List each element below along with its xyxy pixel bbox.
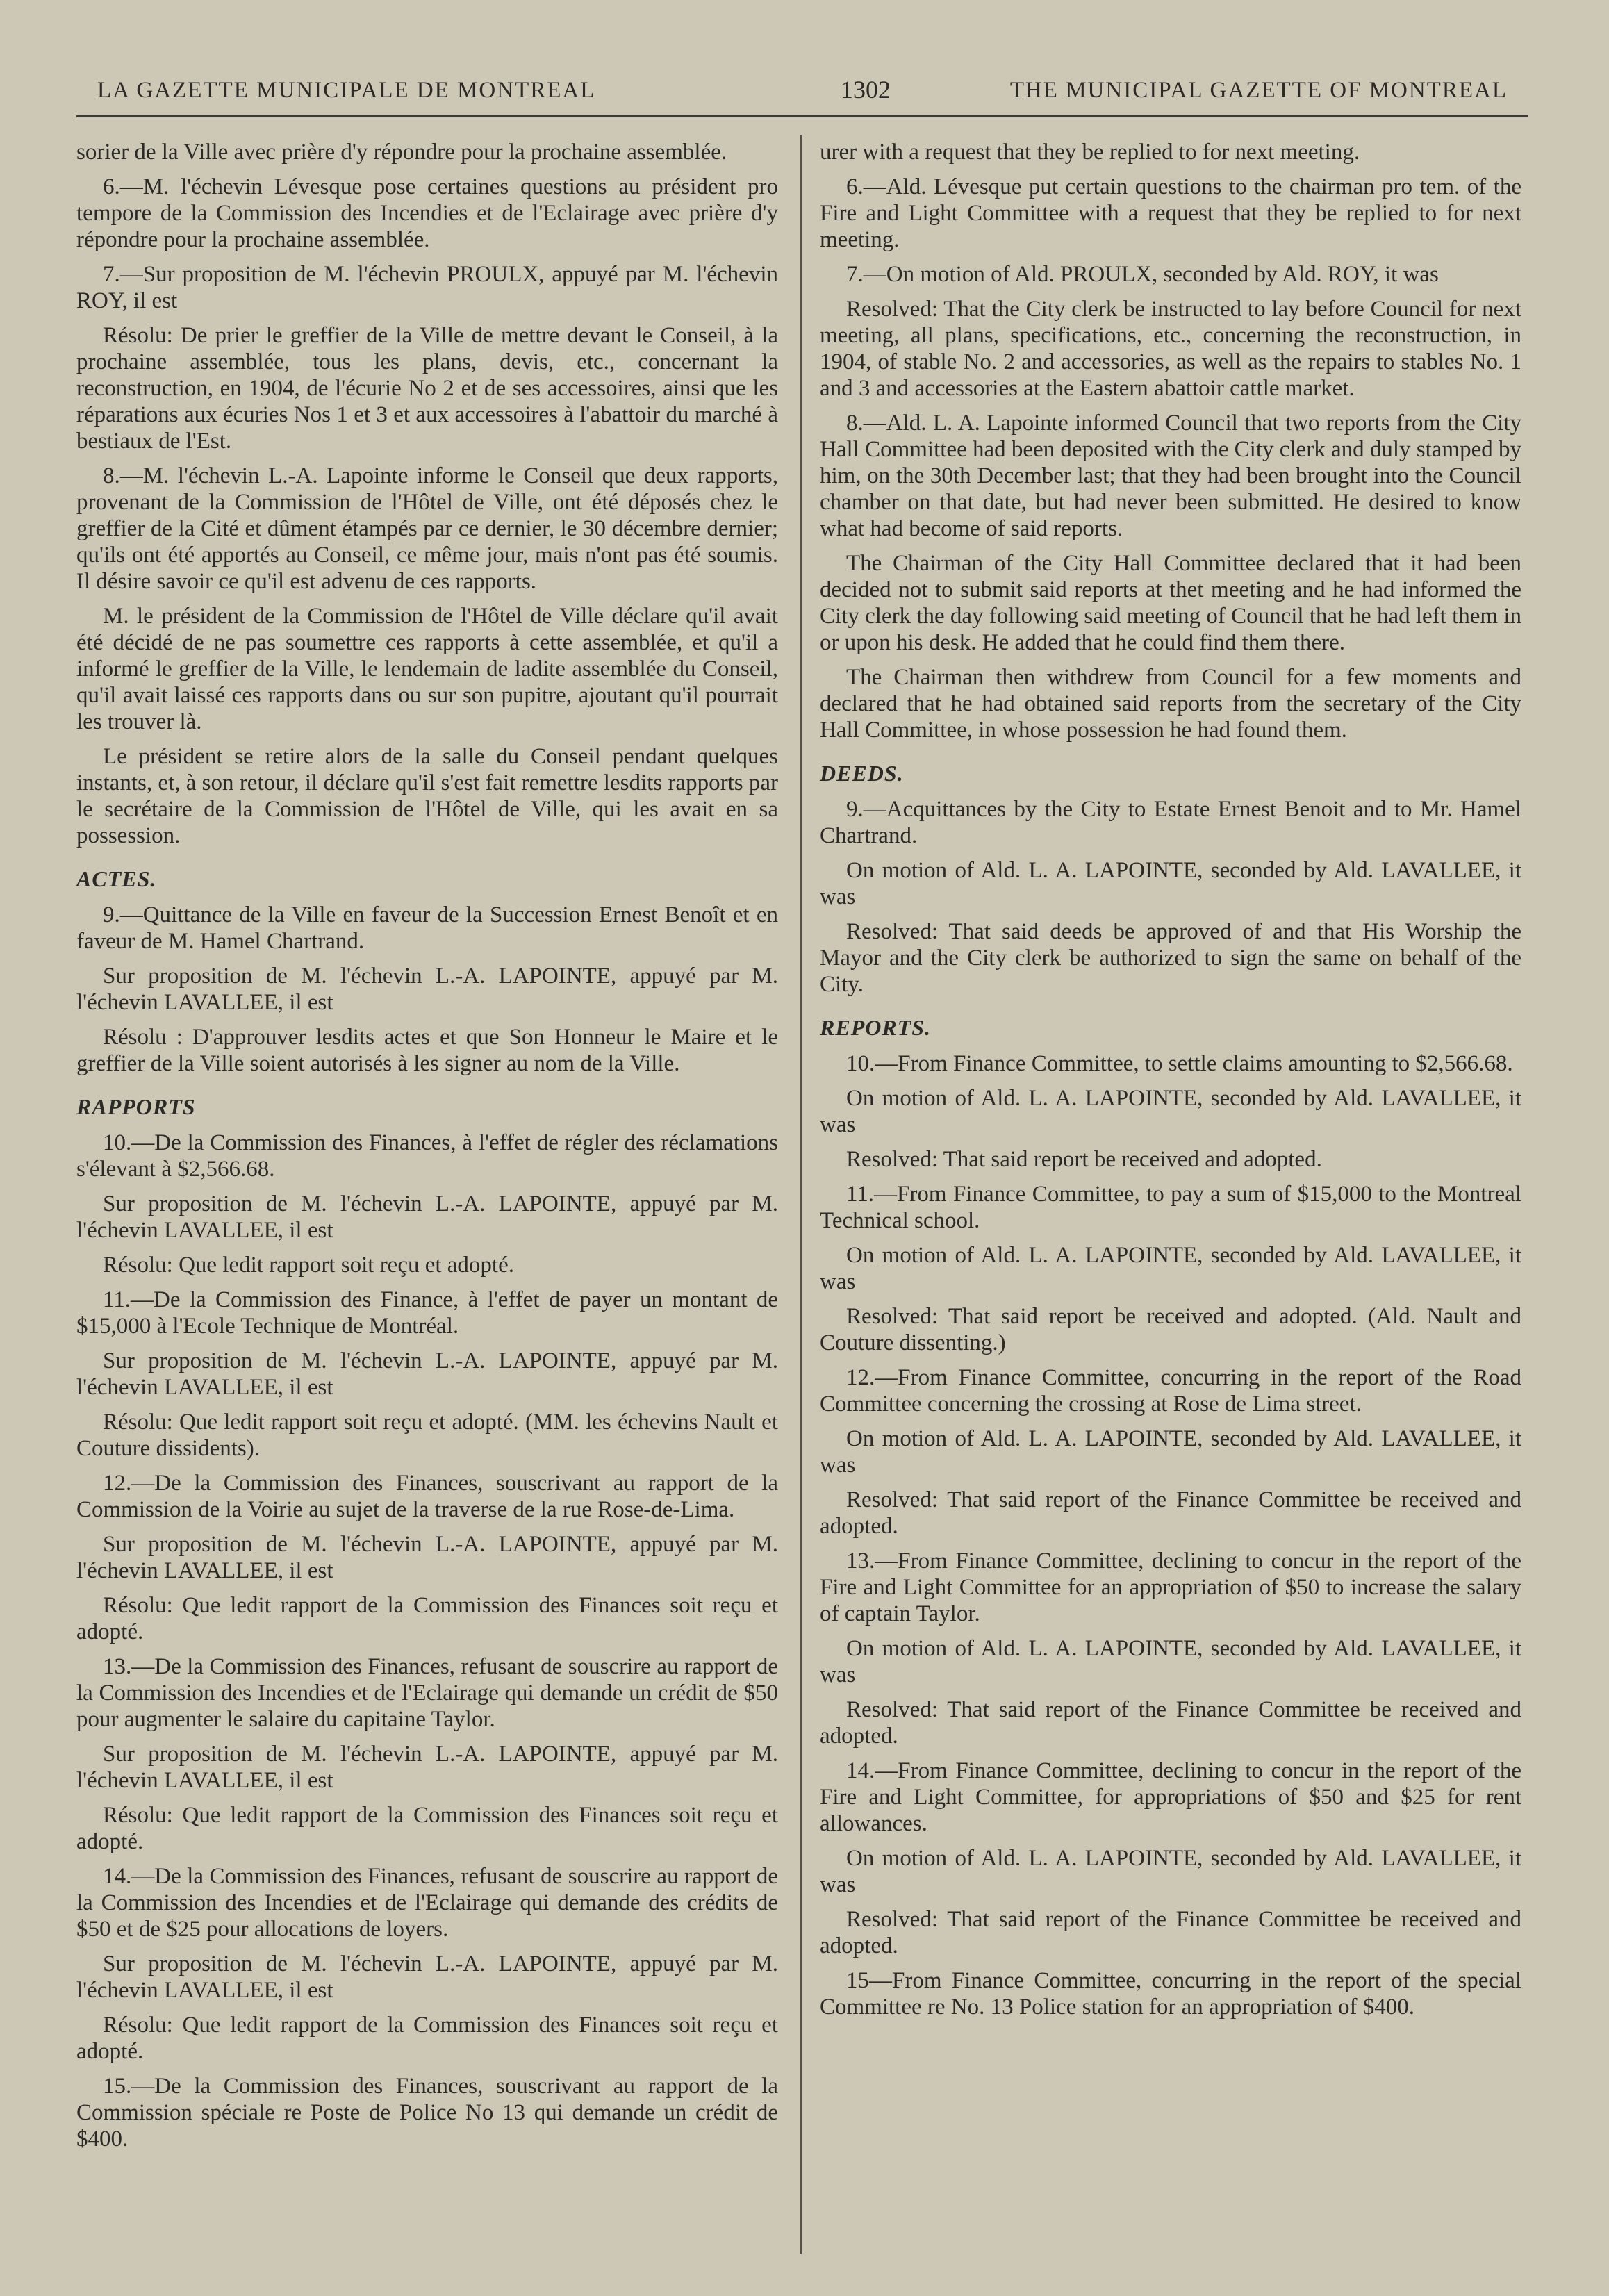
english-paragraph: 7.—On motion of Ald. PROULX, seconded by Ald. ROY, it was <box>846 262 1439 287</box>
french-paragraph: 6.—M. l'échevin Lévesque pose certaines questions au président pro tempore de la Commission des Incendies et de l'Eclairage avec prière d'y répondre pour la prochaine assemblée. <box>76 174 778 252</box>
column-divider <box>800 135 802 2254</box>
english-paragraph: Resolved: That said report be received and adopted. (Ald. Nault and Couture dissenting.) <box>820 1304 1521 1355</box>
english-paragraph: 8.—Ald. L. A. Lapointe informed Council that two reports from the City Hall Committee had been deposited with the City clerk and duly stamped by him, on the 30th December last; that they had been brought into the Council chamber on that date, but had never been submitted. He desired to know what had become of said reports. <box>820 411 1521 541</box>
french-paragraph: 15.—De la Commission des Finances, souscrivant au rapport de la Commission spéciale re Poste de Police No 13 qui demande un crédit de $400. <box>76 2074 778 2152</box>
french-paragraph: Résolu: Que ledit rapport de la Commission des Finances soit reçu et adopté. <box>76 1593 778 1644</box>
french-paragraph: Sur proposition de M. l'échevin L.-A. LAPOINTE, appuyé par M. l'échevin LAVALLEE, il est <box>76 1532 778 1583</box>
french-paragraph: Sur proposition de M. l'échevin L.-A. LAPOINTE, appuyé par M. l'échevin LAVALLEE, il est <box>76 964 778 1015</box>
french-paragraph: 7.—Sur proposition de M. l'échevin PROULX, appuyé par M. l'échevin ROY, il est <box>76 262 778 313</box>
english-paragraph: 12.—From Finance Committee, concurring in the report of the Road Committee concerning the crossing at Rose de Lima street. <box>820 1365 1521 1417</box>
french-paragraph: Résolu : D'approuver lesdits actes et que Son Honneur le Maire et le greffier de la Ville soient autorisés à les signer au nom de la Ville. <box>76 1025 778 1076</box>
french-paragraph: 8.—M. l'échevin L.-A. Lapointe informe le Conseil que deux rapports, provenant de la Commission de l'Hôtel de Ville, ont été déposés chez le greffier de la Cité et dûment étampés par ce dernier, le 30 décembre dernier; qu'ils ont été apportés au Conseil, ce même jour, mais n'ont pas été soumis. Il désire savoir ce qu'il est advenu de ces rapports. <box>76 463 778 594</box>
english-paragraph: urer with a request that they be replied to for next meeting. <box>820 140 1360 165</box>
french-section-heading: RAPPORTS <box>76 1094 196 1119</box>
english-paragraph: 14.—From Finance Committee, declining to concur in the report of the Fire and Light Committee, for appropriations of $50 and $25 for rent allowances. <box>820 1758 1521 1836</box>
english-section-heading: REPORTS. <box>820 1015 932 1040</box>
page-number: 1302 <box>841 76 891 104</box>
english-paragraph: Resolved: That the City clerk be instructed to lay before Council for next meeting, all plans, specifications, etc., concerning the reconstruction, in 1904, of stable No. 2 and accessories, as well as the repairs to stables No. 1 and 3 and accessories at the Eastern abattoir cattle market. <box>820 297 1521 401</box>
french-paragraph: 11.—De la Commission des Finance, à l'effet de payer un montant de $15,000 à l'Ecole Technique de Montréal. <box>76 1287 778 1339</box>
french-section-heading: ACTES. <box>76 866 157 891</box>
header-title-english: THE MUNICIPAL GAZETTE OF MONTREAL <box>1009 78 1508 103</box>
english-paragraph: 6.—Ald. Lévesque put certain questions to the chairman pro tem. of the Fire and Light Committee with a request that they be replied to for next meeting. <box>820 174 1521 252</box>
english-paragraph: On motion of Ald. L. A. LAPOINTE, seconded by Ald. LAVALLEE, it was <box>820 1086 1521 1137</box>
english-paragraph: The Chairman then withdrew from Council for a few moments and declared that he had obtained said reports from the secretary of the City Hall Committee, in whose possession he had found them. <box>820 665 1521 743</box>
french-paragraph: Résolu: Que ledit rapport de la Commission des Finances soit reçu et adopté. <box>76 2013 778 2064</box>
french-paragraph: sorier de la Ville avec prière d'y répondre pour la prochaine assemblée. <box>76 140 727 165</box>
header-rule <box>76 115 1528 117</box>
english-paragraph: Resolved: That said report of the Finance Committee be received and adopted. <box>820 1697 1521 1749</box>
english-paragraph: 13.—From Finance Committee, declining to concur in the report of the Fire and Light Committee for an appropriation of $50 to increase the salary of captain Taylor. <box>820 1548 1521 1626</box>
english-paragraph: Resolved: That said report of the Finance Committee be received and adopted. <box>820 1907 1521 1958</box>
english-paragraph: On motion of Ald. L. A. LAPOINTE, seconded by Ald. LAVALLEE, it was <box>820 1426 1521 1478</box>
english-paragraph: The Chairman of the City Hall Committee declared that it had been decided not to submit said reports at thet meeting and he had informed the City clerk the day following said meeting of Council that he had left them in or upon his desk. He added that he could find them there. <box>820 551 1521 655</box>
french-paragraph: Sur proposition de M. l'échevin L.-A. LAPOINTE, appuyé par M. l'échevin LAVALLEE, il est <box>76 1951 778 2003</box>
french-paragraph: 13.—De la Commission des Finances, refusant de souscrire au rapport de la Commission des Incendies et de l'Eclairage qui demande un crédit de $50 pour augmenter le salaire du capitaine Taylor. <box>76 1654 778 1732</box>
english-column <box>820 139 1521 2029</box>
english-paragraph: 11.—From Finance Committee, to pay a sum of $15,000 to the Montreal Technical school. <box>820 1182 1521 1233</box>
french-paragraph: 10.—De la Commission des Finances, à l'effet de régler des réclamations s'élevant à $2,566.68. <box>76 1130 778 1182</box>
french-paragraph: 12.—De la Commission des Finances, souscrivant au rapport de la Commission de la Voirie au sujet de la traverse de la rue Rose-de-Lima. <box>76 1471 778 1522</box>
english-paragraph: On motion of Ald. L. A. LAPOINTE, seconded by Ald. LAVALLEE, it was <box>820 858 1521 909</box>
french-paragraph: M. le président de la Commission de l'Hôtel de Ville déclare qu'il avait été décidé de ne pas soumettre ces rapports à cette assemblée, et qu'il a informé le greffier de la Ville, le lendemain de ladite assemblée du Conseil, qu'il avait laissé ces rapports dans ou sur son pupitre, ajoutant qu'il pourrait les trouver là. <box>76 604 778 734</box>
french-paragraph: Sur proposition de M. l'échevin L.-A. LAPOINTE, appuyé par M. l'échevin LAVALLEE, il est <box>76 1191 778 1243</box>
french-column <box>76 139 778 2161</box>
french-paragraph: Résolu: Que ledit rapport soit reçu et adopté. <box>103 1253 515 1278</box>
french-paragraph: 9.—Quittance de la Ville en faveur de la Succession Ernest Benoît et en faveur de M. Hamel Chartrand. <box>76 902 778 954</box>
header-title-french: LA GAZETTE MUNICIPALE DE MONTREAL <box>97 78 596 103</box>
french-paragraph: Résolu: De prier le greffier de la Ville de mettre devant le Conseil, à la prochaine assemblée, tous les plans, devis, etc., concernant la reconstruction, en 1904, de l'écurie No 2 et de ses accessoires, ainsi que les réparations aux écuries Nos 1 et 3 et aux accessoires à l'abattoir du marché à bestiaux de l'Est. <box>76 323 778 454</box>
french-paragraph: Sur proposition de M. l'échevin L.-A. LAPOINTE, appuyé par M. l'échevin LAVALLEE, il est <box>76 1742 778 1793</box>
french-paragraph: Sur proposition de M. l'échevin L.-A. LAPOINTE, appuyé par M. l'échevin LAVALLEE, il est <box>76 1348 778 1400</box>
english-paragraph: Resolved: That said deeds be approved of and that His Worship the Mayor and the City clerk be authorized to sign the same on behalf of the City. <box>820 919 1521 997</box>
french-paragraph: Le président se retire alors de la salle du Conseil pendant quelques instants, et, à son retour, il déclare qu'il s'est fait remettre lesdits rapports par le secrétaire de la Commission de l'Hôtel de Ville, qui les avait en sa possession. <box>76 744 778 848</box>
english-paragraph: On motion of Ald. L. A. LAPOINTE, seconded by Ald. LAVALLEE, it was <box>820 1846 1521 1897</box>
english-paragraph: Resolved: That said report of the Finance Committee be received and adopted. <box>820 1487 1521 1539</box>
english-paragraph: On motion of Ald. L. A. LAPOINTE, seconded by Ald. LAVALLEE, it was <box>820 1636 1521 1687</box>
english-paragraph: 9.—Acquittances by the City to Estate Ernest Benoit and to Mr. Hamel Chartrand. <box>820 797 1521 848</box>
english-paragraph: On motion of Ald. L. A. LAPOINTE, seconded by Ald. LAVALLEE, it was <box>820 1243 1521 1294</box>
english-paragraph: 10.—From Finance Committee, to settle claims amounting to $2,566.68. <box>846 1051 1513 1076</box>
running-head <box>76 72 1508 107</box>
french-paragraph: 14.—De la Commission des Finances, refusant de souscrire au rapport de la Commission des Incendies et de l'Eclairage qui demande des crédits de $50 et de $25 pour allocations de loyers. <box>76 1864 778 1942</box>
english-paragraph: 15—From Finance Committee, concurring in the report of the special Committee re No. 13 Police station for an appropriation of $400. <box>820 1968 1521 2020</box>
french-paragraph: Résolu: Que ledit rapport soit reçu et adopté. (MM. les échevins Nault et Couture dissidents). <box>76 1410 778 1461</box>
english-paragraph: Resolved: That said report be received and adopted. <box>846 1147 1322 1172</box>
french-paragraph: Résolu: Que ledit rapport de la Commission des Finances soit reçu et adopté. <box>76 1803 778 1854</box>
english-section-heading: DEEDS. <box>820 761 904 786</box>
